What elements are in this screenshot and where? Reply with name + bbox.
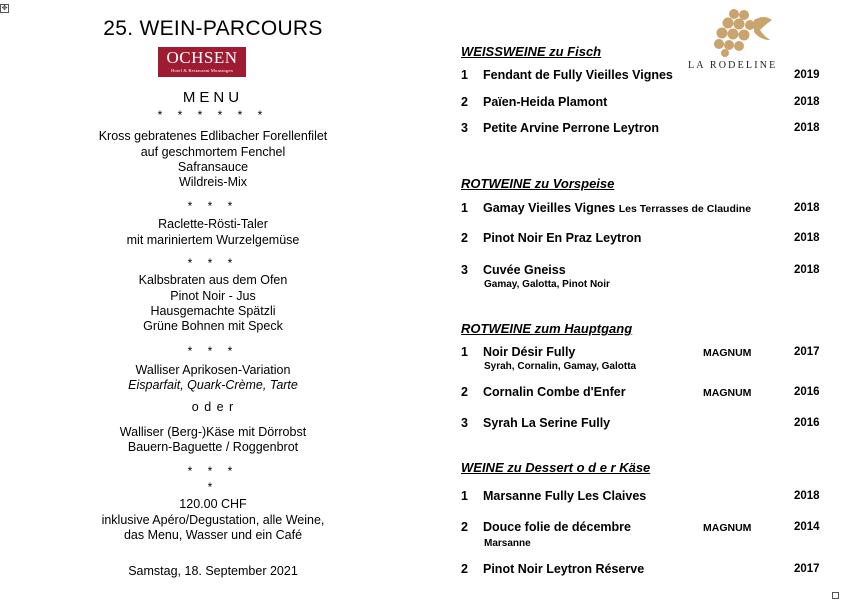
separator: * * * [187, 344, 239, 358]
cheese-line-2: Bauern-Baguette / Roggenbrot [127, 440, 299, 454]
wine-number: 2 [461, 95, 468, 109]
wine-number: 3 [461, 121, 468, 135]
wine-year: 2016 [794, 417, 820, 429]
page-title: 25. WEIN-PARCOURS [103, 17, 323, 40]
course-1-line-3: Safransauce [177, 160, 249, 174]
course-2-line-1: Raclette-Rösti-Taler [158, 217, 268, 231]
inclusive-line-1: inklusive Apéro/Degustation, alle Weine, [101, 513, 325, 527]
resize-handle-icon[interactable] [832, 592, 839, 599]
wine-grapes: Marsanne [484, 538, 531, 549]
course-3-line-4: Grüne Bohnen mit Speck [143, 319, 283, 333]
wine-name: Noir Désir Fully [483, 345, 576, 359]
inclusive-line-2: das Menu, Wasser und ein Café [123, 528, 303, 542]
wine-number: 1 [461, 68, 468, 82]
oder-text: o d e r [191, 400, 235, 414]
ochsen-logo [158, 47, 246, 77]
wine-name-text: Gamay Vieilles Vignes [483, 201, 616, 215]
section-heading: ROTWEINE zum Hauptgang [461, 321, 633, 336]
table-move-handle-icon[interactable]: ✥ [1, 4, 8, 12]
winery-name: LA RODELINE [688, 60, 778, 71]
cheese-line-1: Walliser (Berg-)Käse mit Dörrobst [119, 425, 307, 439]
menu-heading: MENU [182, 89, 244, 106]
wine-format: MAGNUM [703, 387, 752, 399]
wine-year: 2018 [794, 490, 820, 502]
wine-number: 1 [461, 489, 468, 503]
wine-year: 2019 [794, 69, 820, 81]
wine-name: Fendant de Fully Vieilles Vignes [483, 68, 673, 82]
wine-name: Pinot Noir Leytron Réserve [483, 562, 645, 576]
wine-year: 2016 [794, 386, 820, 398]
wine-name-extra: Les Terrasses de Claudine [618, 203, 752, 215]
wine-year: 2018 [794, 202, 820, 214]
course-4-line-1: Walliser Aprikosen-Variation [135, 363, 291, 377]
separator: * * * [187, 199, 239, 213]
wine-year: 2014 [794, 521, 820, 533]
wine-name: Syrah La Serine Fully [483, 416, 611, 430]
logo-name: OCHSEN [166, 48, 238, 67]
grape-logo-icon [708, 6, 778, 58]
wine-grapes: Gamay, Galotta, Pinot Noir [484, 279, 610, 290]
wine-number: 1 [461, 201, 468, 215]
wine-name: Petite Arvine Perrone Leytron [483, 121, 659, 135]
wine-grapes: Syrah, Cornalin, Gamay, Galotta [484, 361, 637, 372]
logo-subtitle: Hotel & Restaurant Munsingen [171, 68, 233, 73]
wine-name: Cuvée Gneiss [483, 263, 566, 277]
wine-number: 3 [461, 263, 468, 277]
wine-name: Douce folie de décembre [483, 520, 631, 534]
wine-name: Cornalin Combe d'Enfer [483, 385, 626, 399]
wine-format: MAGNUM [703, 347, 752, 359]
wine-number: 2 [461, 520, 468, 534]
separator: * * * [187, 464, 239, 478]
wine-number: 1 [461, 345, 468, 359]
wine-number: 3 [461, 416, 468, 430]
course-1-line-1: Kross gebratenes Edlibacher Forellenfilet [98, 129, 328, 143]
course-3-line-3: Hausgemachte Spätzli [150, 304, 276, 318]
wine-format: MAGNUM [703, 522, 752, 534]
wine-year: 2017 [794, 346, 820, 358]
separator: * * * [187, 256, 239, 270]
wine-name: Pinot Noir En Praz Leytron [483, 231, 642, 245]
wine-number: 2 [461, 385, 468, 399]
wine-name [483, 201, 751, 215]
dessert-description: Eisparfait, Quark-Crème, Tarte [128, 378, 298, 392]
wine-number: 2 [461, 562, 468, 576]
wine-year: 2017 [794, 563, 820, 575]
course-3-line-1: Kalbsbraten aus dem Ofen [138, 273, 288, 287]
course-3-line-2: Pinot Noir - Jus [170, 289, 256, 303]
wine-year: 2018 [794, 232, 820, 244]
wine-year: 2018 [794, 122, 820, 134]
event-date: Samstag, 18. September 2021 [128, 564, 298, 578]
section-heading: WEISSWEINE zu Fisch [461, 44, 602, 59]
wine-year: 2018 [794, 96, 820, 108]
wine-name: Marsanne Fully Les Claives [483, 489, 647, 503]
wine-number: 2 [461, 231, 468, 245]
menu-stars: * * * * * * [157, 108, 269, 122]
course-2-line-2: mit mariniertem Wurzelgemüse [126, 233, 300, 247]
course-1-line-4: Wildreis-Mix [178, 175, 248, 189]
course-1-line-2: auf geschmortem Fenchel [140, 145, 286, 159]
section-heading: ROTWEINE zu Vorspeise [461, 176, 615, 191]
price: 120.00 CHF [179, 497, 247, 511]
wine-name: Païen-Heida Plamont [483, 95, 608, 109]
wine-year: 2018 [794, 264, 820, 276]
separator-end: * [207, 480, 219, 494]
section-heading: WEINE zu Dessert o d e r Käse [461, 460, 651, 475]
